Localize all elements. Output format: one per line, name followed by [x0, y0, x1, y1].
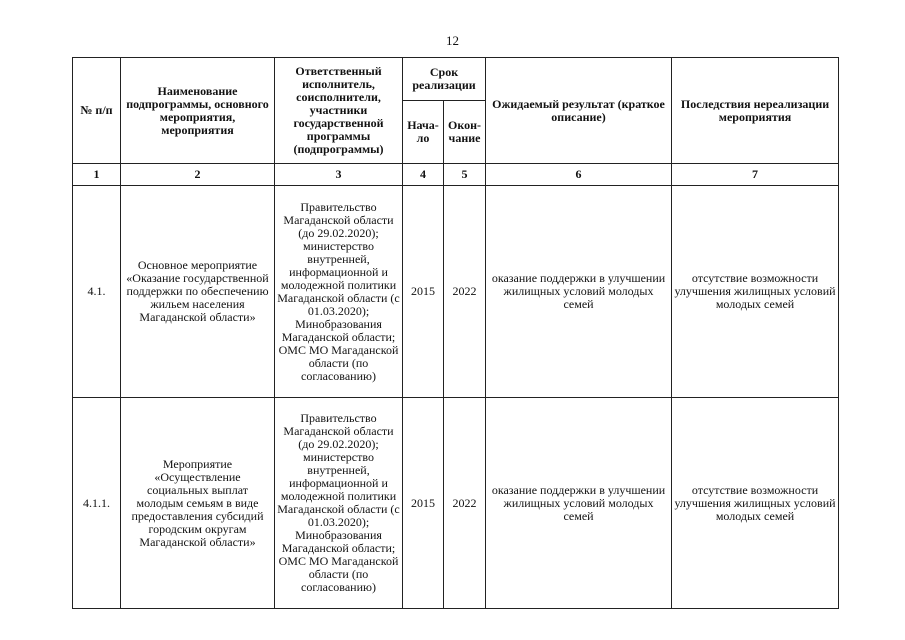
table-row — [73, 186, 839, 398]
measures-table — [72, 57, 839, 609]
header-result: Ожидаемый результат (краткое описание) — [486, 58, 672, 164]
header-consequences: Последствия нереализации мероприятия — [672, 58, 839, 164]
column-number: 3 — [275, 164, 403, 186]
row-start-year: 2015 — [403, 186, 444, 398]
page-number: 12 — [446, 33, 459, 48]
column-numbers-row — [73, 164, 839, 186]
row-consequences: отсутствие возможности улучшения жилищных условий молодых семей — [672, 398, 839, 609]
header-number: № п/п — [73, 58, 121, 164]
column-number: 2 — [121, 164, 275, 186]
row-result: оказание поддержки в улучшении жилищных условий молодых семей — [486, 398, 672, 609]
table-header-row — [73, 58, 839, 101]
header-name: Наименование подпрограммы, основного мероприятия, мероприятия — [121, 58, 275, 164]
header-end: Окон-чание — [444, 101, 486, 164]
row-name: Основное мероприятие «Оказание государственной поддержки по обеспечению жильем населения Магаданской области» — [121, 186, 275, 398]
header-executors: Ответственный исполнитель, соисполнители, участники государственной программы (подпрограммы) — [275, 58, 403, 164]
table-row — [73, 398, 839, 609]
row-number: 4.1.1. — [73, 398, 121, 609]
header-period: Срок реализации — [403, 58, 486, 101]
row-number: 4.1. — [73, 186, 121, 398]
column-number: 5 — [444, 164, 486, 186]
row-result: оказание поддержки в улучшении жилищных условий молодых семей — [486, 186, 672, 398]
row-executors: Правительство Магаданской области (до 29.02.2020); министерство внутренней, информационной и молодежной политики Магаданской области (с 01.03.2020); Минобразования Магаданской области; ОМС МО Магаданской области (по согласованию) — [275, 398, 403, 609]
column-number: 4 — [403, 164, 444, 186]
row-executors: Правительство Магаданской области (до 29.02.2020); министерство внутренней, информационной и молодежной политики Магаданской области (с 01.03.2020); Минобразования Магаданской области; ОМС МО Магаданской области (по согласованию) — [275, 186, 403, 398]
column-number: 7 — [672, 164, 839, 186]
column-number: 1 — [73, 164, 121, 186]
row-consequences: отсутствие возможности улучшения жилищных условий молодых семей — [672, 186, 839, 398]
row-end-year: 2022 — [444, 186, 486, 398]
row-end-year: 2022 — [444, 398, 486, 609]
row-name: Мероприятие «Осуществление социальных выплат молодым семьям в виде предоставления субсидий городским округам Магаданской области» — [121, 398, 275, 609]
column-number: 6 — [486, 164, 672, 186]
header-start: Нача-ло — [403, 101, 444, 164]
row-start-year: 2015 — [403, 398, 444, 609]
